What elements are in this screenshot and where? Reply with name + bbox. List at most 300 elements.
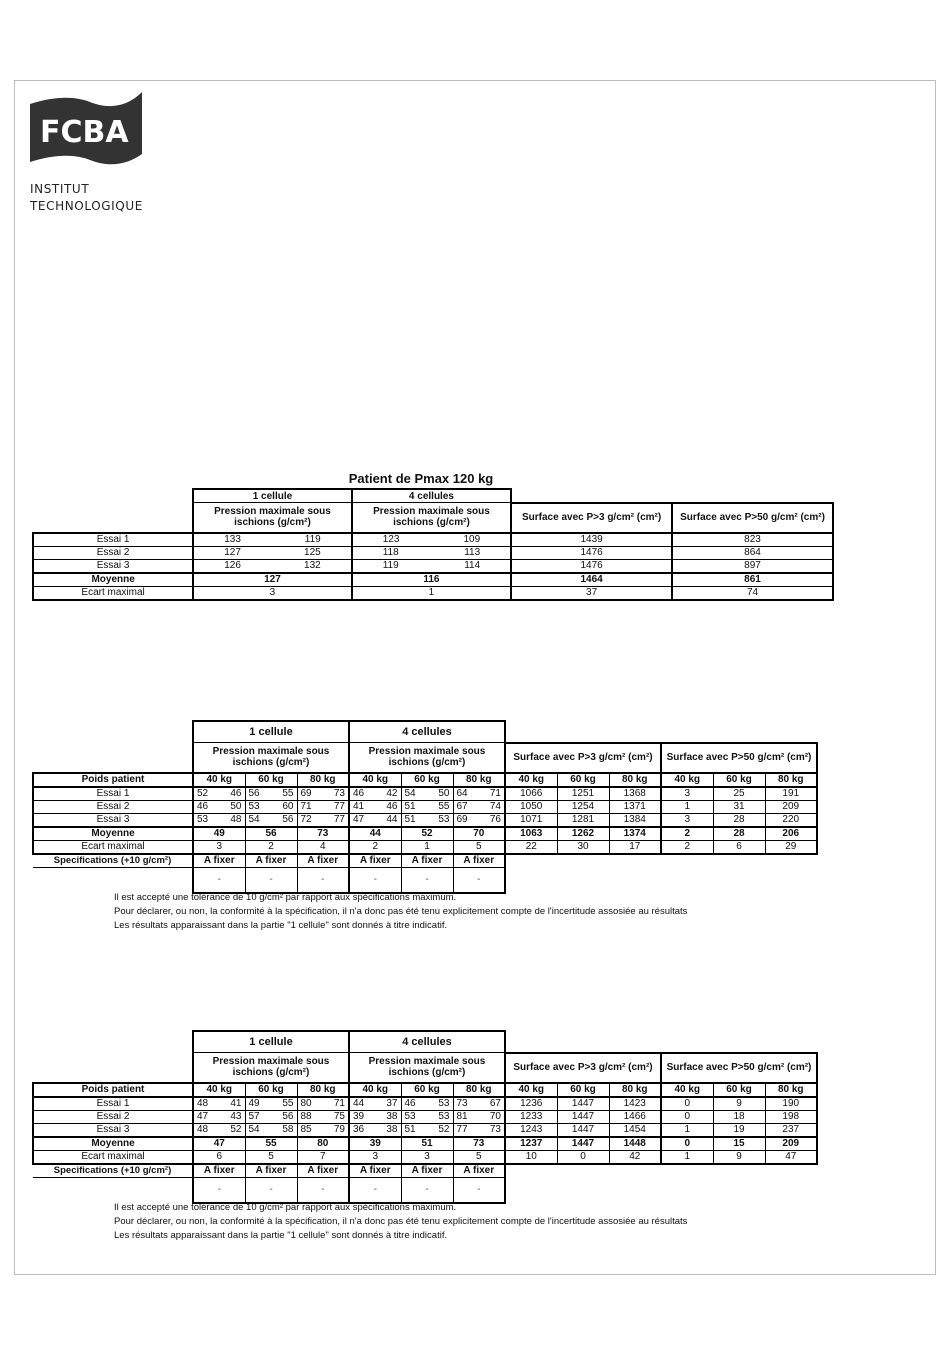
spec-cell: A fixer [453,854,505,868]
pression-1-header: Pression maximale sous ischions (g/cm²) [193,743,349,773]
cell: 1384 [609,813,661,827]
cell: 1464 [511,573,672,587]
row-label: Specifications (+10 g/cm²) [33,1164,193,1178]
cell: 28 [713,813,765,827]
cell: 75 [323,1110,349,1123]
group-4-cellules: 4 cellules [349,721,505,743]
cell: 41 [349,800,375,813]
dash-cell: - [297,867,349,893]
cell: 28 [713,827,765,841]
cell: 861 [672,573,833,587]
note-line: Il est accepté une tolérance de 10 g/cm² par rapport aux spécifications maximum. [114,892,457,903]
cell: 0 [661,1137,713,1151]
cell: 1243 [505,1123,557,1137]
weight-header: 80 kg [297,773,349,787]
cell: 53 [193,813,219,827]
cell: 1281 [557,813,609,827]
spec-cell: A fixer [245,1164,297,1178]
cell: 46 [219,787,245,801]
cell: 74 [479,800,505,813]
cell: 37 [375,1097,401,1111]
t1-body [33,533,833,600]
cell: 50 [219,800,245,813]
cell: 3 [193,586,351,600]
t1-group-4-cellules: 4 cellules [352,489,511,503]
cell: 56 [271,1110,297,1123]
cell: 53 [427,1097,453,1111]
weight-header: 80 kg [453,773,505,787]
cell: 73 [479,1123,505,1137]
cell: 67 [479,1097,505,1111]
weight-header: 40 kg [661,773,713,787]
spec-cell: A fixer [297,1164,349,1178]
weight-header: 80 kg [609,773,661,787]
cell: 76 [479,813,505,827]
cell: 44 [349,827,401,841]
cell: 1071 [505,813,557,827]
spec-row [33,1164,817,1178]
cell: 53 [427,813,453,827]
cell: 123 [352,533,432,547]
table-row [33,1097,817,1111]
row-label: Essai 3 [33,813,193,827]
cell: 1251 [557,787,609,801]
t1-pression-4: Pression maximale sous ischions (g/cm²) [352,503,511,533]
cell: 42 [609,1150,661,1164]
pression-4-header: Pression maximale sous ischions (g/cm²) [349,743,505,773]
cell: 1476 [511,546,672,559]
cell: 52 [193,787,219,801]
cell: 3 [349,1150,401,1164]
cell: 73 [323,787,349,801]
weight-header: 60 kg [245,773,297,787]
row-label: Moyenne [33,827,193,841]
row-label: Ecart maximal [33,840,193,854]
cell: 50 [427,787,453,801]
poids-label: Poids patient [33,773,193,787]
cell: 3 [661,813,713,827]
cell: 198 [765,1110,817,1123]
cell: 119 [273,533,352,547]
table-row [33,533,833,547]
cell: 55 [271,1097,297,1111]
spec-cell: A fixer [193,1164,245,1178]
institute-line-1: INSTITUT [30,182,90,196]
spec-cell: A fixer [401,854,453,868]
cell: 1374 [609,827,661,841]
logo-text: FCBA [40,115,129,150]
cell: 31 [713,800,765,813]
weight-header: 80 kg [297,1083,349,1097]
dash-cell: - [245,867,297,893]
row-label: Essai 1 [33,533,193,547]
cell: 237 [765,1123,817,1137]
cell: 58 [271,1123,297,1137]
cell: 88 [297,1110,323,1123]
row-label: Essai 3 [33,1123,193,1137]
weight-header: 60 kg [557,1083,609,1097]
moyenne-row [33,573,833,587]
cell: 48 [193,1123,219,1137]
weight-header: 80 kg [765,773,817,787]
cell: 3 [193,840,245,854]
cell: 69 [453,813,479,827]
pression-1-header: Pression maximale sous ischions (g/cm²) [193,1053,349,1083]
cell: 55 [245,1137,297,1151]
spec-cell: A fixer [245,854,297,868]
moyenne-row [33,827,817,841]
note-line: Pour déclarer, ou non, la conformité à la spécification, il n'a donc pas été tenu explicitement compte de l'incertitude assosiée au résultats [114,1216,688,1227]
cell: 46 [193,800,219,813]
cell: 25 [713,787,765,801]
group-1-cellule: 1 cellule [193,1031,349,1053]
cell: 1262 [557,827,609,841]
surface-3-header: Surface avec P>3 g/cm² (cm²) [505,1053,661,1083]
weight-header: 80 kg [765,1083,817,1097]
table1-title: Patient de Pmax 120 kg [348,471,494,486]
cell: 119 [352,559,432,573]
dash-cell: - [401,867,453,893]
cell: 1237 [505,1137,557,1151]
cell: 2 [349,840,401,854]
cell: 39 [349,1137,401,1151]
weight-header: 60 kg [401,773,453,787]
cell: 77 [323,813,349,827]
cell: 42 [375,787,401,801]
cell: 22 [505,840,557,854]
cell: 4 [297,840,349,854]
weight-header: 60 kg [713,1083,765,1097]
table1 [32,488,834,601]
table-row [33,787,817,801]
cell: 47 [193,1110,219,1123]
spec-cell: A fixer [453,1164,505,1178]
table3-notes [114,1201,687,1243]
cell: 1447 [557,1097,609,1111]
cell: 81 [453,1110,479,1123]
cell: 3 [401,1150,453,1164]
row-label: Essai 3 [33,559,193,573]
cell: 73 [297,827,349,841]
cell: 17 [609,840,661,854]
table-row [33,546,833,559]
cell: 60 [271,800,297,813]
table-row [33,559,833,573]
cell: 1371 [609,800,661,813]
cell: 36 [349,1123,375,1137]
dash-cell: - [193,867,245,893]
row-label: Essai 2 [33,1110,193,1123]
weight-header: 60 kg [401,1083,453,1097]
cell: 113 [431,546,511,559]
cell: 73 [453,1097,479,1111]
spec-cell: A fixer [297,854,349,868]
cell: 38 [375,1110,401,1123]
cell: 74 [672,586,833,600]
ecart-row [33,840,817,854]
table-row [33,1110,817,1123]
row-label: Moyenne [33,573,193,587]
weight-header: 40 kg [505,773,557,787]
cell: 15 [713,1137,765,1151]
weight-header: 40 kg [193,773,245,787]
cell: 52 [401,827,453,841]
cell: 1448 [609,1137,661,1151]
cell: 64 [453,787,479,801]
cell: 1476 [511,559,672,573]
cell: 47 [765,1150,817,1164]
cell: 47 [193,1137,245,1151]
weight-header: 60 kg [245,1083,297,1097]
weight-header: 40 kg [505,1083,557,1097]
cell: 37 [511,586,672,600]
cell: 18 [713,1110,765,1123]
t1-surface-50: Surface avec P>50 g/cm² (cm²) [672,503,833,533]
cell: 53 [401,1110,427,1123]
note-line: Les résultats apparaissant dans la partie "1 cellule" sont donnés à titre indicatif. [114,1230,448,1241]
table3 [32,1030,818,1204]
cell: 206 [765,827,817,841]
cell: 1 [661,1123,713,1137]
cell: 125 [273,546,352,559]
table-row [33,813,817,827]
row-label: Essai 1 [33,1097,193,1111]
cell: 47 [349,813,375,827]
cell: 2 [661,840,713,854]
cell: 864 [672,546,833,559]
row-label: Specifications (+10 g/cm²) [33,854,193,868]
row-label: Ecart maximal [33,1150,193,1164]
cell: 2 [245,840,297,854]
cell: 116 [352,573,511,587]
ecart-row [33,1150,817,1164]
cell: 3 [661,787,713,801]
weight-header: 80 kg [609,1083,661,1097]
t1-group-1-cellule: 1 cellule [193,489,351,503]
ecart-row [33,586,833,600]
cell: 127 [193,573,351,587]
cell: 51 [401,1137,453,1151]
cell: 54 [245,813,271,827]
cell: 49 [193,827,245,841]
cell: 30 [557,840,609,854]
cell: 1236 [505,1097,557,1111]
cell: 190 [765,1097,817,1111]
t1-surface-3: Surface avec P>3 g/cm² (cm²) [511,503,672,533]
cell: 46 [401,1097,427,1111]
poids-label: Poids patient [33,1083,193,1097]
cell: 1050 [505,800,557,813]
cell: 79 [323,1123,349,1137]
weight-header: 60 kg [557,773,609,787]
note-line: Pour déclarer, ou non, la conformité à la spécification, il n'a donc pas été tenu explicitement compte de l'incertitude assosiée au résultats [114,906,688,917]
spec-cell: A fixer [349,854,401,868]
cell: 56 [245,787,271,801]
cell: 209 [765,800,817,813]
moyenne-row [33,1137,817,1151]
cell: 46 [375,800,401,813]
cell: 71 [323,1097,349,1111]
cell: 29 [765,840,817,854]
cell: 7 [297,1150,349,1164]
cell: 43 [219,1110,245,1123]
institute-line-2: TECHNOLOGIQUE [30,199,143,213]
cell: 80 [297,1097,323,1111]
cell: 209 [765,1137,817,1151]
group-1-cellule: 1 cellule [193,721,349,743]
table-row [33,1123,817,1137]
cell: 2 [661,827,713,841]
cell: 46 [349,787,375,801]
cell: 77 [323,800,349,813]
table2 [32,720,818,894]
weight-header: 40 kg [349,773,401,787]
weight-header: 80 kg [453,1083,505,1097]
dash-cell: - [245,1177,297,1203]
cell: 0 [557,1150,609,1164]
cell: 1439 [511,533,672,547]
cell: 1423 [609,1097,661,1111]
cell: 114 [431,559,511,573]
cell: 1063 [505,827,557,841]
cell: 1 [661,800,713,813]
cell: 49 [245,1097,271,1111]
cell: 1066 [505,787,557,801]
row-label: Essai 2 [33,546,193,559]
cell: 1447 [557,1110,609,1123]
weight-header: 60 kg [713,773,765,787]
cell: 5 [245,1150,297,1164]
cell: 53 [245,800,271,813]
cell: 52 [427,1123,453,1137]
cell: 1454 [609,1123,661,1137]
cell: 109 [431,533,511,547]
cell: 1368 [609,787,661,801]
cell: 118 [352,546,432,559]
cell: 70 [453,827,505,841]
cell: 127 [193,546,273,559]
dash-cell: - [453,1177,505,1203]
dash-cell: - [193,1177,245,1203]
row-label: Essai 2 [33,800,193,813]
cell: 1 [401,840,453,854]
cell: 823 [672,533,833,547]
surface-50-header: Surface avec P>50 g/cm² (cm²) [661,743,817,773]
row-label: Moyenne [33,1137,193,1151]
cell: 85 [297,1123,323,1137]
cell: 1254 [557,800,609,813]
cell: 5 [453,1150,505,1164]
cell: 55 [271,787,297,801]
cell: 6 [193,1150,245,1164]
surface-50-header: Surface avec P>50 g/cm² (cm²) [661,1053,817,1083]
cell: 132 [273,559,352,573]
cell: 54 [401,787,427,801]
cell: 1 [661,1150,713,1164]
cell: 0 [661,1097,713,1111]
fcba-logo-flag [30,92,145,166]
cell: 77 [453,1123,479,1137]
cell: 1 [352,586,511,600]
table-row [33,800,817,813]
cell: 70 [479,1110,505,1123]
cell: 56 [245,827,297,841]
weight-header: 40 kg [349,1083,401,1097]
row-label: Ecart maximal [33,586,193,600]
dash-cell: - [349,1177,401,1203]
cell: 133 [193,533,273,547]
cell: 41 [219,1097,245,1111]
cell: 191 [765,787,817,801]
spec-cell: A fixer [401,1164,453,1178]
row-label: Essai 1 [33,787,193,801]
cell: 51 [401,800,427,813]
cell: 39 [349,1110,375,1123]
cell: 51 [401,1123,427,1137]
cell: 9 [713,1097,765,1111]
spec-cell: A fixer [349,1164,401,1178]
cell: 54 [245,1123,271,1137]
cell: 126 [193,559,273,573]
cell: 9 [713,1150,765,1164]
cell: 71 [297,800,323,813]
cell: 10 [505,1150,557,1164]
cell: 48 [193,1097,219,1111]
cell: 73 [453,1137,505,1151]
cell: 220 [765,813,817,827]
cell: 44 [349,1097,375,1111]
cell: 53 [427,1110,453,1123]
note-line: Il est accepté une tolérance de 10 g/cm² par rapport aux spécifications maximum. [114,1202,457,1213]
cell: 897 [672,559,833,573]
cell: 52 [219,1123,245,1137]
spec-cell: A fixer [193,854,245,868]
dash-cell: - [297,1177,349,1203]
cell: 80 [297,1137,349,1151]
cell: 38 [375,1123,401,1137]
cell: 57 [245,1110,271,1123]
cell: 51 [401,813,427,827]
cell: 72 [297,813,323,827]
cell: 1233 [505,1110,557,1123]
cell: 6 [713,840,765,854]
cell: 1447 [557,1123,609,1137]
cell: 55 [427,800,453,813]
note-line: Les résultats apparaissant dans la partie "1 cellule" sont donnés à titre indicatif. [114,920,448,931]
cell: 0 [661,1110,713,1123]
cell: 56 [271,813,297,827]
t1-pression-1: Pression maximale sous ischions (g/cm²) [193,503,351,533]
dash-cell: - [401,1177,453,1203]
cell: 71 [479,787,505,801]
cell: 67 [453,800,479,813]
cell: 1466 [609,1110,661,1123]
spec-row [33,854,817,868]
table2-notes [114,891,687,933]
weight-header: 40 kg [193,1083,245,1097]
table1-title-wrap [0,471,950,486]
weight-header: 40 kg [661,1083,713,1097]
cell: 19 [713,1123,765,1137]
pression-4-header: Pression maximale sous ischions (g/cm²) [349,1053,505,1083]
dash-cell: - [349,867,401,893]
cell: 5 [453,840,505,854]
surface-3-header: Surface avec P>3 g/cm² (cm²) [505,743,661,773]
cell: 1447 [557,1137,609,1151]
dash-cell: - [453,867,505,893]
cell: 44 [375,813,401,827]
cell: 69 [297,787,323,801]
